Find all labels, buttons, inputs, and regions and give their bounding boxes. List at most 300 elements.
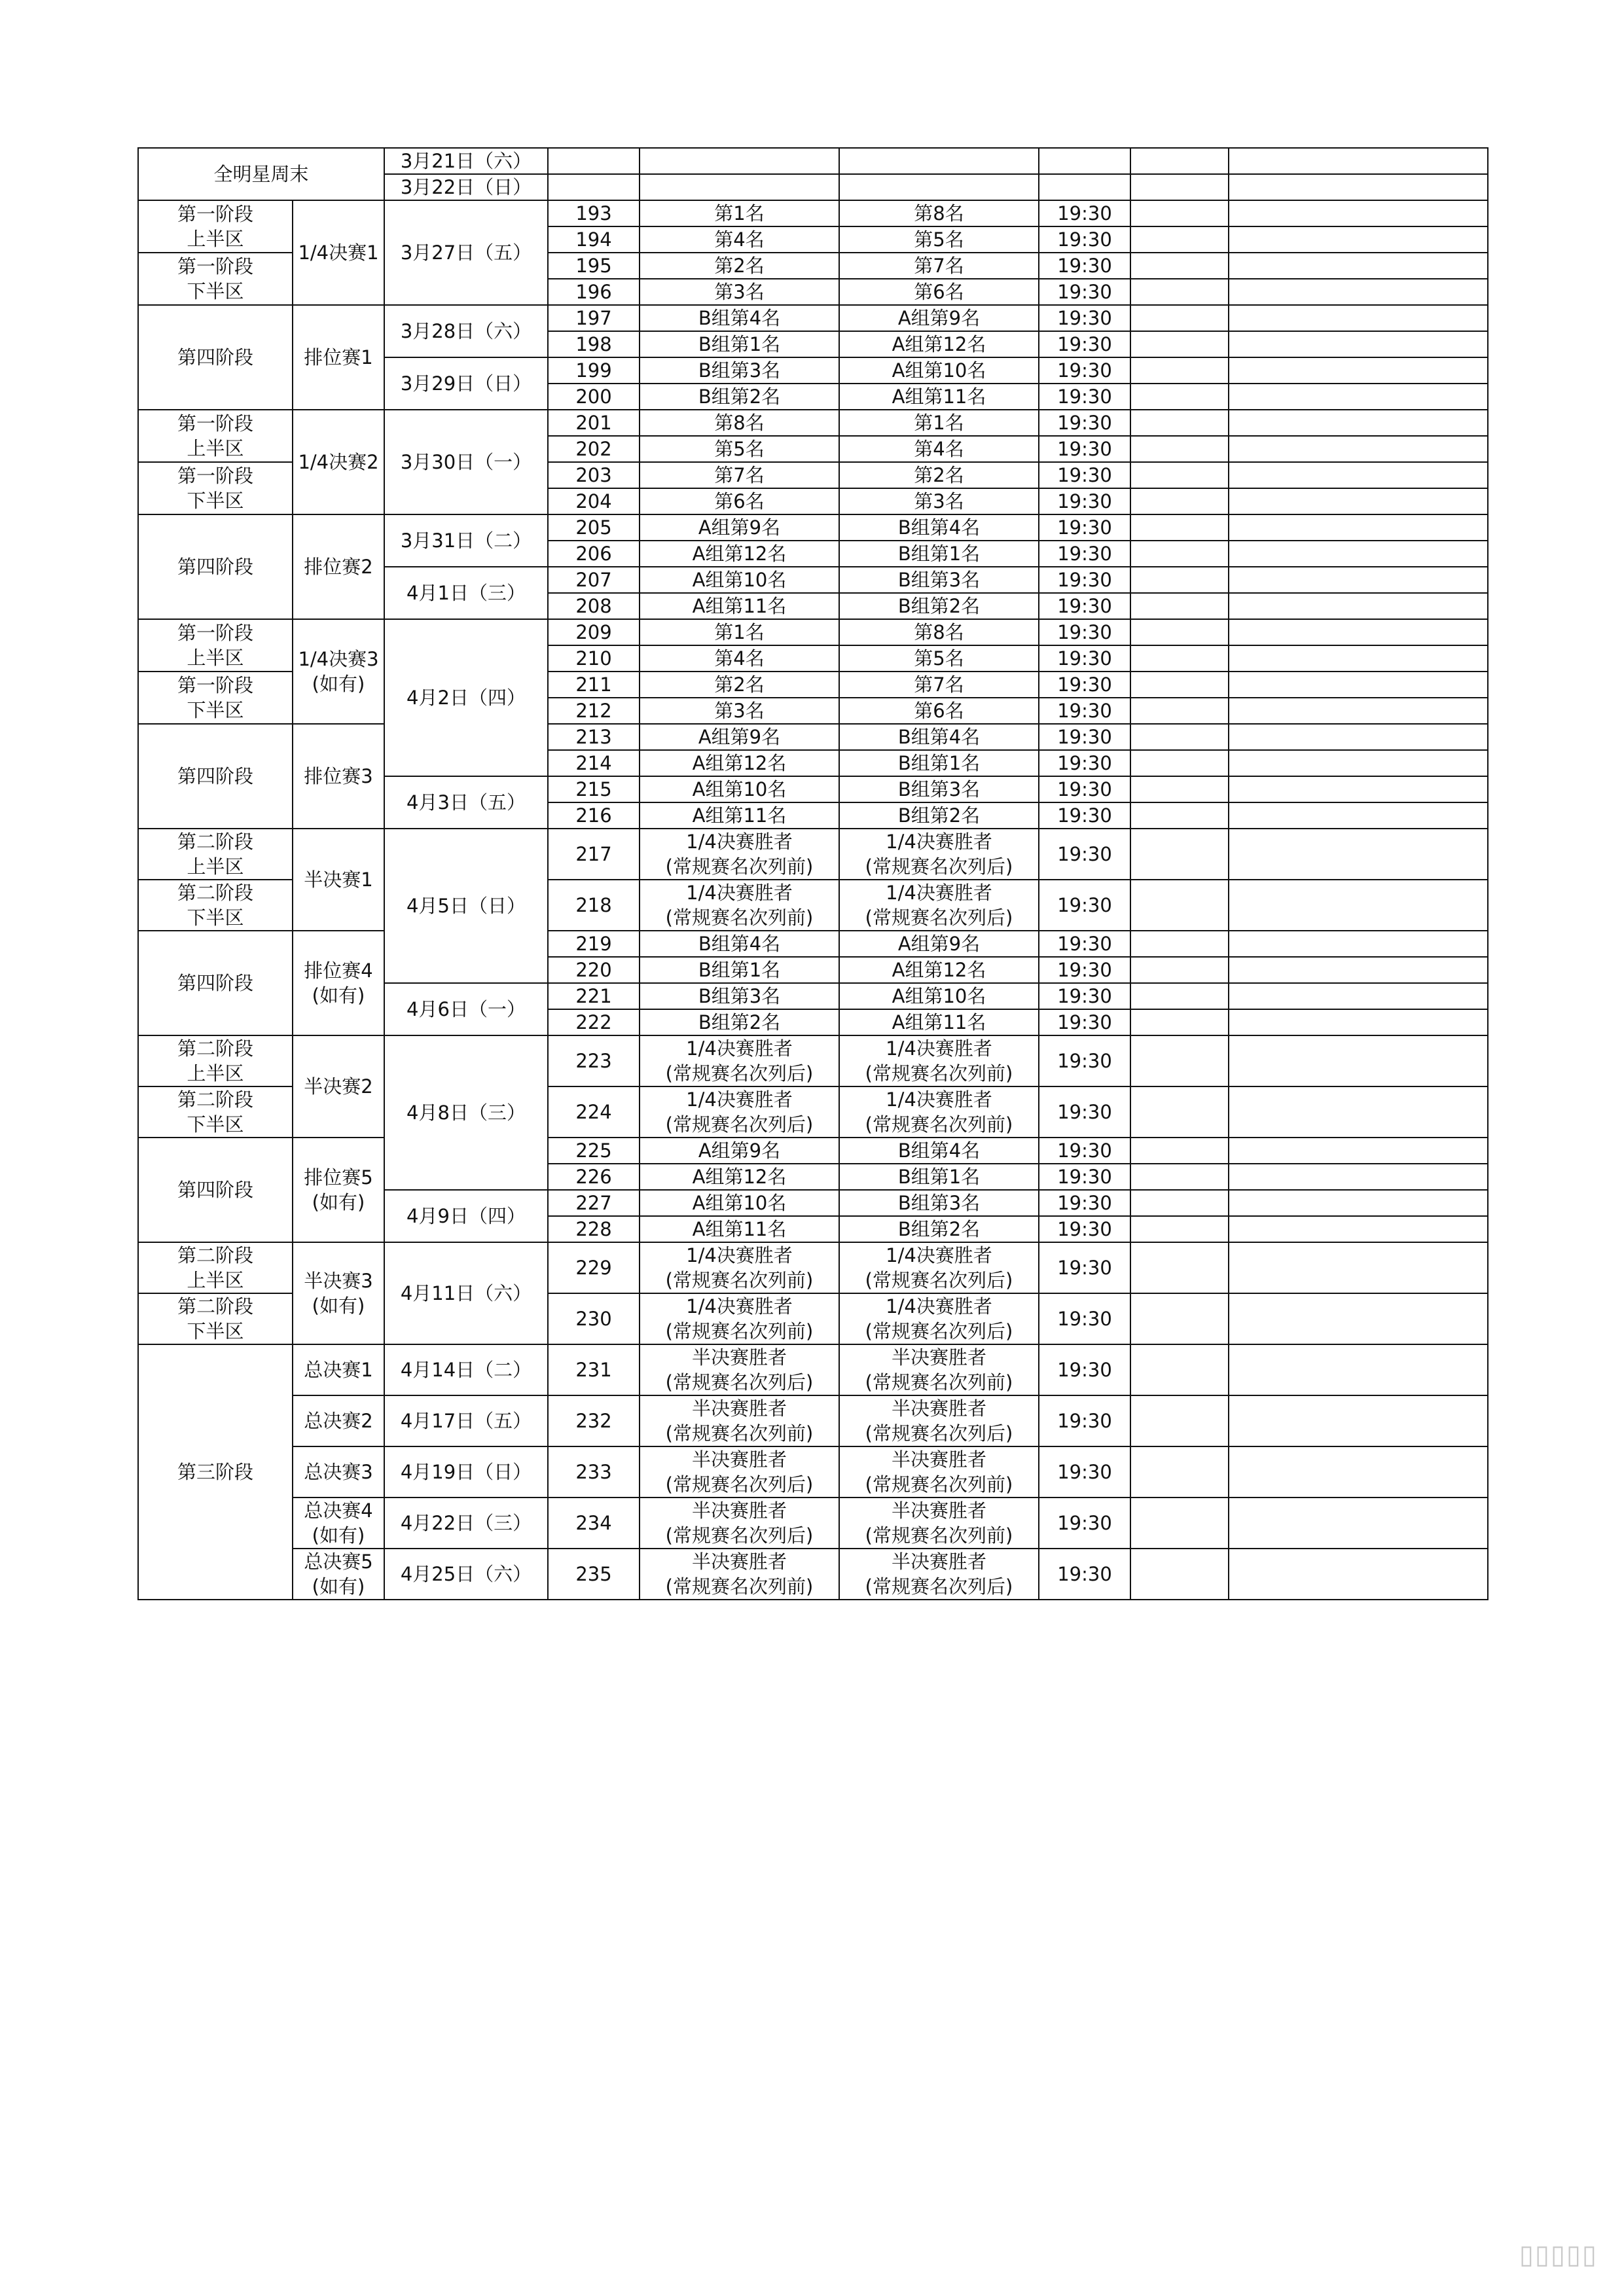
- tip-time: 19:30: [1039, 514, 1130, 541]
- blank-cell: [839, 174, 1039, 200]
- blank-cell: [1229, 880, 1488, 931]
- blank-cell: [1229, 1216, 1488, 1242]
- home-team: B组第2名: [640, 1009, 839, 1035]
- schedule-table: [137, 147, 1489, 1600]
- home-team: B组第4名: [640, 931, 839, 957]
- table-row: [138, 200, 1488, 226]
- home-team: A组第9名: [640, 1138, 839, 1164]
- blank-cell: [1229, 1009, 1488, 1035]
- blank-cell: [1130, 1395, 1229, 1446]
- home-team: 半决赛胜者 (常规赛名次列前): [640, 1549, 839, 1600]
- away-team: 第3名: [839, 488, 1039, 514]
- game-number: 209: [548, 619, 640, 645]
- away-team: B组第2名: [839, 593, 1039, 619]
- game-number: 200: [548, 384, 640, 410]
- tip-time: 19:30: [1039, 1242, 1130, 1293]
- game-number: 218: [548, 880, 640, 931]
- table-row: [138, 514, 1488, 541]
- blank-cell: [1130, 802, 1229, 829]
- home-team: 第2名: [640, 672, 839, 698]
- blank-cell: [1229, 1164, 1488, 1190]
- table-row: [138, 931, 1488, 957]
- game-number: 196: [548, 279, 640, 305]
- away-team: 半决赛胜者 (常规赛名次列后): [839, 1395, 1039, 1446]
- date-cell: 3月29日（日）: [384, 357, 548, 410]
- game-number: 227: [548, 1190, 640, 1216]
- blank-cell: [1130, 541, 1229, 567]
- home-team: 第6名: [640, 488, 839, 514]
- home-team: B组第4名: [640, 305, 839, 331]
- blank-cell: [1229, 672, 1488, 698]
- game-number: 220: [548, 957, 640, 983]
- blank-cell: [1130, 1164, 1229, 1190]
- blank-cell: [1130, 1216, 1229, 1242]
- stage-label: 第二阶段 下半区: [138, 1293, 293, 1344]
- table-row: [138, 829, 1488, 880]
- home-team: B组第3名: [640, 983, 839, 1009]
- blank-cell: [1130, 1190, 1229, 1216]
- game-number: 205: [548, 514, 640, 541]
- game-number: 235: [548, 1549, 640, 1600]
- stage-label: 第四阶段: [138, 931, 293, 1035]
- game-number: 210: [548, 645, 640, 672]
- away-team: B组第1名: [839, 1164, 1039, 1190]
- tip-time: 19:30: [1039, 880, 1130, 931]
- watermark: ▯▯▯▯▯: [1519, 2240, 1598, 2270]
- home-team: B组第1名: [640, 957, 839, 983]
- round-label: 总决赛4 (如有): [293, 1498, 384, 1549]
- blank-cell: [1229, 226, 1488, 253]
- game-number: 234: [548, 1498, 640, 1549]
- round-label: 半决赛3 (如有): [293, 1242, 384, 1344]
- game-number: 229: [548, 1242, 640, 1293]
- round-label: 总决赛3: [293, 1446, 384, 1498]
- date-cell: 4月1日（三）: [384, 567, 548, 619]
- blank-cell: [1229, 1086, 1488, 1138]
- game-number: 201: [548, 410, 640, 436]
- tip-time: 19:30: [1039, 1190, 1130, 1216]
- blank-cell: [1130, 1009, 1229, 1035]
- blank-cell: [1130, 253, 1229, 279]
- table-row: [138, 1344, 1488, 1395]
- blank-cell: [1130, 698, 1229, 724]
- home-team: 第1名: [640, 619, 839, 645]
- tip-time: 19:30: [1039, 1216, 1130, 1242]
- home-team: A组第11名: [640, 802, 839, 829]
- away-team: B组第2名: [839, 1216, 1039, 1242]
- blank-cell: [1229, 1293, 1488, 1344]
- tip-time: 19:30: [1039, 750, 1130, 776]
- game-number: 230: [548, 1293, 640, 1344]
- blank-cell: [1229, 776, 1488, 802]
- blank-cell: [1130, 957, 1229, 983]
- blank-cell: [1229, 1242, 1488, 1293]
- away-team: 1/4决赛胜者 (常规赛名次列前): [839, 1086, 1039, 1138]
- blank-cell: [1229, 1035, 1488, 1086]
- blank-cell: [1130, 880, 1229, 931]
- away-team: A组第9名: [839, 305, 1039, 331]
- stage-label: 第四阶段: [138, 724, 293, 829]
- stage-label: 全明星周末: [138, 148, 384, 200]
- blank-cell: [1229, 567, 1488, 593]
- away-team: 第4名: [839, 436, 1039, 462]
- tip-time: 19:30: [1039, 410, 1130, 436]
- tip-time: 19:30: [1039, 279, 1130, 305]
- stage-label: 第一阶段 上半区: [138, 200, 293, 253]
- game-number: 215: [548, 776, 640, 802]
- tip-time: 19:30: [1039, 436, 1130, 462]
- blank-cell: [1130, 619, 1229, 645]
- away-team: B组第4名: [839, 514, 1039, 541]
- round-label: 1/4决赛1: [293, 200, 384, 305]
- game-number: 206: [548, 541, 640, 567]
- game-number: 214: [548, 750, 640, 776]
- blank-cell: [1229, 983, 1488, 1009]
- blank-cell: [1229, 253, 1488, 279]
- away-team: 第7名: [839, 672, 1039, 698]
- away-team: B组第4名: [839, 1138, 1039, 1164]
- blank-cell: [1229, 331, 1488, 357]
- tip-time: 19:30: [1039, 1086, 1130, 1138]
- tip-time: 19:30: [1039, 1395, 1130, 1446]
- round-label: 半决赛2: [293, 1035, 384, 1138]
- table-row: [138, 619, 1488, 645]
- away-team: B组第1名: [839, 750, 1039, 776]
- stage-label: 第二阶段 上半区: [138, 829, 293, 880]
- round-label: 总决赛2: [293, 1395, 384, 1446]
- tip-time: 19:30: [1039, 645, 1130, 672]
- away-team: 第6名: [839, 698, 1039, 724]
- game-number: 223: [548, 1035, 640, 1086]
- away-team: B组第3名: [839, 1190, 1039, 1216]
- home-team: A组第10名: [640, 776, 839, 802]
- game-number: 213: [548, 724, 640, 750]
- home-team: 第4名: [640, 226, 839, 253]
- away-team: A组第11名: [839, 384, 1039, 410]
- tip-time: 19:30: [1039, 488, 1130, 514]
- away-team: B组第4名: [839, 724, 1039, 750]
- stage-label: 第一阶段 上半区: [138, 410, 293, 462]
- tip-time: 19:30: [1039, 1035, 1130, 1086]
- table-row: [138, 1395, 1488, 1446]
- blank-cell: [1130, 384, 1229, 410]
- blank-cell: [1130, 514, 1229, 541]
- blank-cell: [1229, 462, 1488, 488]
- home-team: 1/4决赛胜者 (常规赛名次列前): [640, 1293, 839, 1344]
- stage-label: 第一阶段 下半区: [138, 672, 293, 724]
- tip-time: 19:30: [1039, 384, 1130, 410]
- blank-cell: [1130, 776, 1229, 802]
- home-team: 半决赛胜者 (常规赛名次列后): [640, 1498, 839, 1549]
- blank-cell: [1229, 645, 1488, 672]
- blank-cell: [1229, 957, 1488, 983]
- game-number: 202: [548, 436, 640, 462]
- tip-time: 19:30: [1039, 253, 1130, 279]
- stage-label: 第一阶段 下半区: [138, 462, 293, 514]
- game-number: 195: [548, 253, 640, 279]
- date-cell: 3月31日（二）: [384, 514, 548, 567]
- home-team: 第5名: [640, 436, 839, 462]
- round-label: 排位赛1: [293, 305, 384, 410]
- tip-time: 19:30: [1039, 1164, 1130, 1190]
- tip-time: 19:30: [1039, 357, 1130, 384]
- home-team: 第1名: [640, 200, 839, 226]
- away-team: 1/4决赛胜者 (常规赛名次列后): [839, 829, 1039, 880]
- stage-label: 第二阶段 下半区: [138, 880, 293, 931]
- date-cell: 4月14日（二）: [384, 1344, 548, 1395]
- blank-cell: [1130, 1138, 1229, 1164]
- blank-cell: [1039, 148, 1130, 174]
- blank-cell: [1039, 174, 1130, 200]
- blank-cell: [1130, 567, 1229, 593]
- blank-cell: [1229, 279, 1488, 305]
- game-number: 194: [548, 226, 640, 253]
- date-cell: 3月22日（日）: [384, 174, 548, 200]
- blank-cell: [1130, 829, 1229, 880]
- tip-time: 19:30: [1039, 1293, 1130, 1344]
- table-row: [138, 1035, 1488, 1086]
- tip-time: 19:30: [1039, 200, 1130, 226]
- date-cell: 4月8日（三）: [384, 1035, 548, 1190]
- tip-time: 19:30: [1039, 776, 1130, 802]
- table-row: [138, 305, 1488, 331]
- stage-label: 第四阶段: [138, 305, 293, 410]
- tip-time: 19:30: [1039, 593, 1130, 619]
- blank-cell: [1229, 829, 1488, 880]
- blank-cell: [1130, 148, 1229, 174]
- blank-cell: [1130, 1035, 1229, 1086]
- tip-time: 19:30: [1039, 957, 1130, 983]
- away-team: 1/4决赛胜者 (常规赛名次列后): [839, 1242, 1039, 1293]
- away-team: A组第9名: [839, 931, 1039, 957]
- tip-time: 19:30: [1039, 619, 1130, 645]
- date-cell: 4月5日（日）: [384, 829, 548, 983]
- blank-cell: [1229, 357, 1488, 384]
- away-team: A组第10名: [839, 983, 1039, 1009]
- game-number: 211: [548, 672, 640, 698]
- blank-cell: [1229, 541, 1488, 567]
- game-number: 221: [548, 983, 640, 1009]
- round-label: 排位赛4 (如有): [293, 931, 384, 1035]
- tip-time: 19:30: [1039, 983, 1130, 1009]
- game-number: 232: [548, 1395, 640, 1446]
- date-cell: 4月3日（五）: [384, 776, 548, 829]
- date-cell: 4月11日（六）: [384, 1242, 548, 1344]
- blank-cell: [839, 148, 1039, 174]
- tip-time: 19:30: [1039, 698, 1130, 724]
- table-row: [138, 148, 1488, 174]
- date-cell: 3月30日（一）: [384, 410, 548, 514]
- blank-cell: [1130, 1498, 1229, 1549]
- game-number: 225: [548, 1138, 640, 1164]
- date-cell: 4月2日（四）: [384, 619, 548, 776]
- blank-cell: [1229, 514, 1488, 541]
- blank-cell: [640, 174, 839, 200]
- tip-time: 19:30: [1039, 1549, 1130, 1600]
- blank-cell: [1229, 1138, 1488, 1164]
- table-row: [138, 724, 1488, 750]
- blank-cell: [1229, 1395, 1488, 1446]
- home-team: A组第12名: [640, 750, 839, 776]
- game-number: 217: [548, 829, 640, 880]
- blank-cell: [1130, 1086, 1229, 1138]
- game-number: 216: [548, 802, 640, 829]
- blank-cell: [1130, 1242, 1229, 1293]
- stage-label: 第四阶段: [138, 514, 293, 619]
- tip-time: 19:30: [1039, 331, 1130, 357]
- home-team: 半决赛胜者 (常规赛名次列后): [640, 1344, 839, 1395]
- away-team: 1/4决赛胜者 (常规赛名次列后): [839, 880, 1039, 931]
- away-team: B组第3名: [839, 567, 1039, 593]
- game-number: 226: [548, 1164, 640, 1190]
- home-team: B组第1名: [640, 331, 839, 357]
- date-cell: 4月25日（六）: [384, 1549, 548, 1600]
- date-cell: 3月27日（五）: [384, 200, 548, 305]
- blank-cell: [1130, 410, 1229, 436]
- blank-cell: [1229, 1344, 1488, 1395]
- home-team: A组第12名: [640, 541, 839, 567]
- away-team: 第1名: [839, 410, 1039, 436]
- date-cell: 4月6日（一）: [384, 983, 548, 1035]
- stage-label: 第四阶段: [138, 1138, 293, 1242]
- tip-time: 19:30: [1039, 1498, 1130, 1549]
- tip-time: 19:30: [1039, 1344, 1130, 1395]
- away-team: 第5名: [839, 226, 1039, 253]
- stage-label: 第一阶段 上半区: [138, 619, 293, 672]
- away-team: 第7名: [839, 253, 1039, 279]
- blank-cell: [1229, 802, 1488, 829]
- blank-cell: [1229, 619, 1488, 645]
- blank-cell: [1229, 750, 1488, 776]
- tip-time: 19:30: [1039, 1138, 1130, 1164]
- round-label: 总决赛5 (如有): [293, 1549, 384, 1600]
- home-team: A组第12名: [640, 1164, 839, 1190]
- home-team: A组第9名: [640, 514, 839, 541]
- home-team: 1/4决赛胜者 (常规赛名次列后): [640, 1035, 839, 1086]
- round-label: 总决赛1: [293, 1344, 384, 1395]
- blank-cell: [1130, 645, 1229, 672]
- away-team: B组第3名: [839, 776, 1039, 802]
- blank-cell: [1229, 384, 1488, 410]
- game-number: 231: [548, 1344, 640, 1395]
- stage-label: 第一阶段 下半区: [138, 253, 293, 305]
- game-number: 208: [548, 593, 640, 619]
- home-team: 半决赛胜者 (常规赛名次列前): [640, 1395, 839, 1446]
- away-team: 第8名: [839, 200, 1039, 226]
- blank-cell: [1229, 1549, 1488, 1600]
- blank-cell: [1130, 436, 1229, 462]
- tip-time: 19:30: [1039, 1009, 1130, 1035]
- home-team: 1/4决赛胜者 (常规赛名次列前): [640, 880, 839, 931]
- blank-cell: [1130, 174, 1229, 200]
- blank-cell: [1130, 462, 1229, 488]
- game-number: 219: [548, 931, 640, 957]
- date-cell: 4月9日（四）: [384, 1190, 548, 1242]
- home-team: 第2名: [640, 253, 839, 279]
- home-team: B组第2名: [640, 384, 839, 410]
- away-team: 半决赛胜者 (常规赛名次列前): [839, 1498, 1039, 1549]
- game-number: 203: [548, 462, 640, 488]
- blank-cell: [1229, 200, 1488, 226]
- date-cell: 4月19日（日）: [384, 1446, 548, 1498]
- round-label: 1/4决赛2: [293, 410, 384, 514]
- blank-cell: [1229, 724, 1488, 750]
- game-number: 212: [548, 698, 640, 724]
- tip-time: 19:30: [1039, 305, 1130, 331]
- blank-cell: [1130, 279, 1229, 305]
- home-team: B组第3名: [640, 357, 839, 384]
- home-team: 第3名: [640, 279, 839, 305]
- tip-time: 19:30: [1039, 462, 1130, 488]
- home-team: 第7名: [640, 462, 839, 488]
- stage-label: 第二阶段 上半区: [138, 1242, 293, 1293]
- date-cell: 3月21日（六）: [384, 148, 548, 174]
- away-team: 1/4决赛胜者 (常规赛名次列前): [839, 1035, 1039, 1086]
- tip-time: 19:30: [1039, 802, 1130, 829]
- blank-cell: [1229, 1498, 1488, 1549]
- home-team: 半决赛胜者 (常规赛名次列后): [640, 1446, 839, 1498]
- round-label: 1/4决赛3 (如有): [293, 619, 384, 724]
- home-team: A组第10名: [640, 567, 839, 593]
- blank-cell: [1130, 357, 1229, 384]
- blank-cell: [1130, 200, 1229, 226]
- game-number: 199: [548, 357, 640, 384]
- table-row: [138, 1498, 1488, 1549]
- away-team: 第8名: [839, 619, 1039, 645]
- table-row: [138, 1549, 1488, 1600]
- home-team: A组第11名: [640, 593, 839, 619]
- blank-cell: [548, 174, 640, 200]
- table-row: [138, 1446, 1488, 1498]
- game-number: 198: [548, 331, 640, 357]
- stage-label: 第二阶段 上半区: [138, 1035, 293, 1086]
- tip-time: 19:30: [1039, 1446, 1130, 1498]
- away-team: 第6名: [839, 279, 1039, 305]
- away-team: 第5名: [839, 645, 1039, 672]
- home-team: A组第10名: [640, 1190, 839, 1216]
- away-team: A组第10名: [839, 357, 1039, 384]
- blank-cell: [1229, 174, 1488, 200]
- away-team: 半决赛胜者 (常规赛名次列后): [839, 1549, 1039, 1600]
- game-number: 204: [548, 488, 640, 514]
- home-team: A组第11名: [640, 1216, 839, 1242]
- tip-time: 19:30: [1039, 226, 1130, 253]
- game-number: 228: [548, 1216, 640, 1242]
- game-number: 233: [548, 1446, 640, 1498]
- blank-cell: [1229, 1446, 1488, 1498]
- away-team: 第2名: [839, 462, 1039, 488]
- date-cell: 3月28日（六）: [384, 305, 548, 357]
- home-team: A组第9名: [640, 724, 839, 750]
- game-number: 207: [548, 567, 640, 593]
- home-team: 1/4决赛胜者 (常规赛名次列前): [640, 1242, 839, 1293]
- away-team: 半决赛胜者 (常规赛名次列前): [839, 1344, 1039, 1395]
- tip-time: 19:30: [1039, 672, 1130, 698]
- blank-cell: [1130, 305, 1229, 331]
- blank-cell: [1130, 1549, 1229, 1600]
- away-team: 1/4决赛胜者 (常规赛名次列后): [839, 1293, 1039, 1344]
- tip-time: 19:30: [1039, 541, 1130, 567]
- tip-time: 19:30: [1039, 931, 1130, 957]
- table-row: [138, 1138, 1488, 1164]
- away-team: 半决赛胜者 (常规赛名次列前): [839, 1446, 1039, 1498]
- blank-cell: [1130, 1344, 1229, 1395]
- away-team: B组第1名: [839, 541, 1039, 567]
- blank-cell: [1130, 488, 1229, 514]
- game-number: 224: [548, 1086, 640, 1138]
- home-team: 第3名: [640, 698, 839, 724]
- stage-label: 第三阶段: [138, 1344, 293, 1600]
